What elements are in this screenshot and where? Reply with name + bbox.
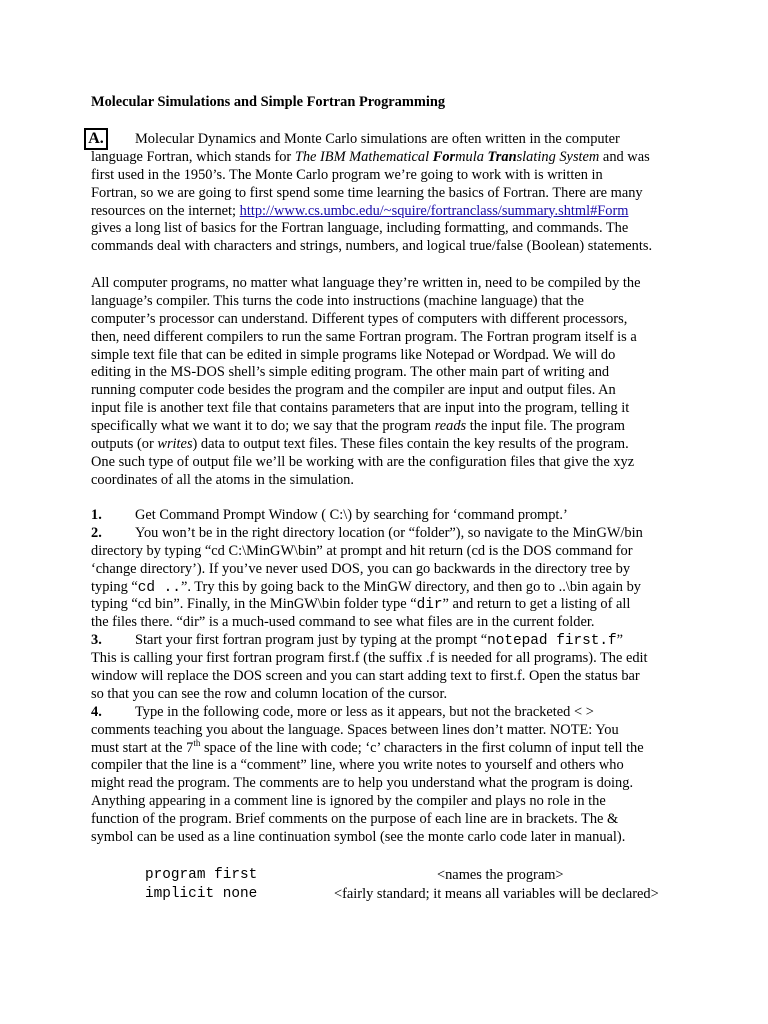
fortran-summary-link[interactable]: http://www.cs.umbc.edu/~squire/fortranclass/summary.shtml#Form — [239, 202, 629, 219]
intro-paragraph: Molecular Dynamics and Monte Carlo simulations are often written in the computer language Fortran, which stands for The IBM Mathematical Formula Translating System and was first used in the 1950’s. The Monte Carlo program we’re going to work with is written in Fortran, so we are going to first spend some time learning the basics of Fortran. There are many resources on the internet; http://www.cs.umbc.edu/~squire/fortranclass/summary.shtml#Form gives a long list of basics for the Fortran language, including formatting, and commands. The commands deal with characters and strings, numbers, and logical true/false (Boolean) statements. — [91, 131, 653, 255]
step-4: 4. Type in the following code, more or less as it appears, but not the bracketed < > — [91, 703, 594, 720]
code-line-implicit-none: implicit none — [145, 886, 258, 902]
code-comment-1: <names the program> — [437, 867, 564, 883]
code-line-program-first: program first — [145, 867, 258, 883]
steps-list: 1. Get Command Prompt Window ( C:\) by searching for ‘command prompt.’ 2. You won’t be in the right directory location (or “folder”), so navigate to the MinGW/bin directory by typing “cd C:\MinGW\bin” at prompt and hit return (cd is the DOS command for ‘change directory’). If you’ve never used DOS, you can go backwards in the directory tree by typing “cd ..”. Try this by going back to the MinGW directory, and then go to ..\bin again by typing “cd bin”. Finally, in the MinGW\bin folder type “dir” and return to get a listing of all the files there. “dir” is a much-used command to see what files are in the current folder. 3. Start your first fortran program just by typing at the prompt “notepad first.f” This is calling your first fortran program first.f (the suffix .f is needed for all programs). The edit window will replace the DOS screen and you can start adding text to first.f. Open the status bar so that you can see the row and column location of the cursor. 4. Type in the following code, more or less as it appears, but not the bracketed < > comments teaching you about the language. Spaces between lines don’t matter. NOTE: You must start at the 7th space of the line with code; ‘c’ characters in the first column of input tell the compiler that the line is a “comment” line, where you write notes to yourself and others who might read the program. The comments are to help you understand what the program is doing. Anything appearing in a comment line is ignored by the compiler and plays no role in the function of the program. Brief comments on the purpose of each line are in brackets. The & symbol can be used as a line continuation symbol (see the monte carlo code later in manual). — [91, 507, 681, 847]
step-1: 1. Get Command Prompt Window ( C:\) by searching for ‘command prompt.’ — [91, 507, 568, 523]
section-label-box: A. — [84, 128, 108, 150]
compilers-paragraph: All computer programs, no matter what language they’re written in, need to be compiled by the language’s compiler. This turns the code into instructions (machine language) that the computer’s processor can understand. Different types of computers with different processors, then, need different compilers to run the same Fortran program. The Fortran program itself is a simple text file that can be edited in simple programs like Notepad or Wordpad. We will do editing in the MS-DOS shell’s simple editing program. The other main part of writing and running computer code besides the program and the compiler are input and output files. An input file is another text file that contains parameters that are input into the program, telling it specifically what we want it to do; we say that the program reads the input file. The program outputs (or writes) data to output text files. These files contain the key results of the program. One such type of output file we’ll be working with are the configuration files that give the xyz coordinates of all the atoms in the simulation. — [91, 275, 641, 488]
document-title: Molecular Simulations and Simple Fortran Programming — [91, 94, 446, 110]
code-comment-2: <fairly standard; it means all variables will be declared> — [334, 886, 659, 902]
step-3: 3. Start your first fortran program just by typing at the prompt “notepad first.f” — [91, 632, 624, 650]
para1-line: Molecular Dynamics and Monte Carlo simulations are often written in the computer — [135, 131, 620, 147]
step-2: 2. You won’t be in the right directory location (or “folder”), so navigate to the MinGW/bin — [91, 524, 643, 541]
